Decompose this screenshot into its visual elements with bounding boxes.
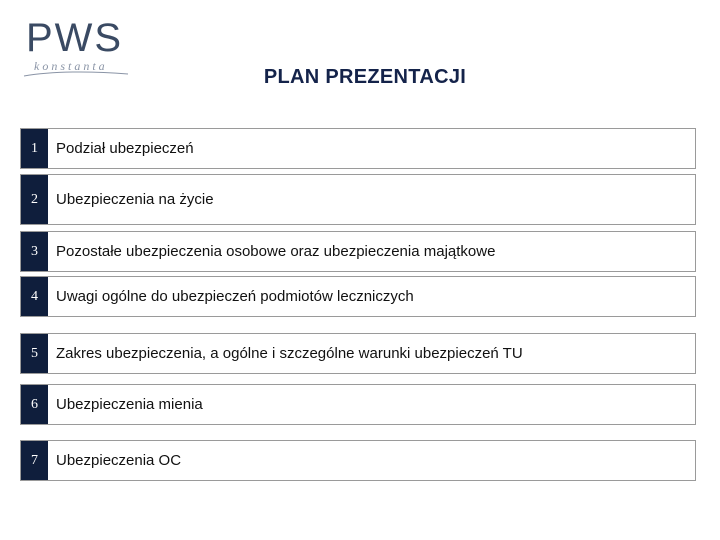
- logo-subtext: konstanta: [34, 59, 108, 73]
- logo-wordmark: PWS: [26, 16, 124, 60]
- agenda-label: Uwagi ogólne do ubezpieczeń podmiotów leczniczych: [56, 288, 414, 305]
- agenda-label: Zakres ubezpieczenia, a ogólne i szczególne warunki ubezpieczeń TU: [56, 345, 523, 362]
- agenda-item-1: [20, 128, 696, 169]
- agenda-label: Ubezpieczenia mienia: [56, 396, 203, 413]
- agenda-number: 5: [21, 334, 48, 373]
- agenda-number: 6: [21, 385, 48, 424]
- agenda-label: Podział ubezpieczeń: [56, 140, 194, 157]
- agenda-item-6: [20, 384, 696, 425]
- agenda-item-2: [20, 174, 696, 225]
- agenda-number: 2: [21, 175, 48, 224]
- page-title: PLAN PREZENTACJI: [263, 66, 467, 88]
- agenda-label: Ubezpieczenia na życie: [56, 191, 214, 208]
- agenda-list: [20, 0, 696, 540]
- agenda-item-3: [20, 231, 696, 272]
- agenda-number: 3: [21, 232, 48, 271]
- agenda-number: 1: [21, 129, 48, 168]
- agenda-number: 7: [21, 441, 48, 480]
- agenda-item-5: [20, 333, 696, 374]
- agenda-label: Pozostałe ubezpieczenia osobowe oraz ubezpieczenia majątkowe: [56, 243, 496, 260]
- agenda-number: 4: [21, 277, 48, 316]
- agenda-label: Ubezpieczenia OC: [56, 452, 182, 469]
- agenda-item-4: [20, 276, 696, 317]
- agenda-item-7: [20, 440, 696, 481]
